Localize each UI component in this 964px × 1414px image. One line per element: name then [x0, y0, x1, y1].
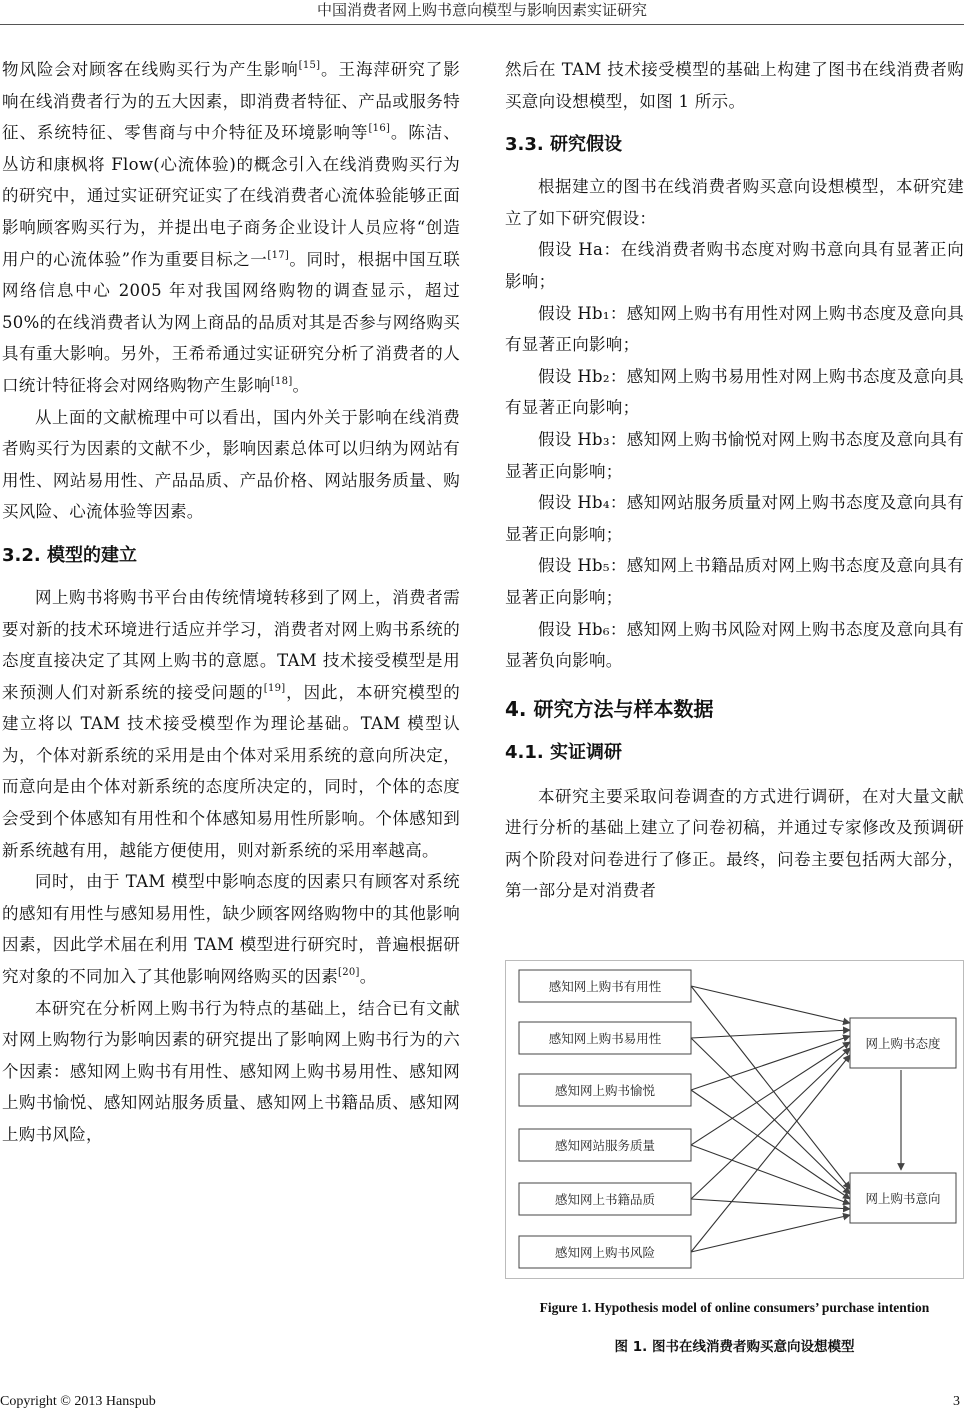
citation: [20]: [338, 967, 360, 979]
factor-label: 感知网上购书易用性: [548, 1031, 662, 1046]
paragraph-model-2: 同时，由于 TAM 模型中影响态度的因素只有顾客对系统的感知有用性与感知易用性，缺少顾客网络购物中的其他影响因素，因此学术届在利用 TAM 模型进行研究时，普遍根据研究对象的不同加入了其他影响网络购买的因素[20]。: [2, 872, 460, 987]
figure-hypothesis-model: [505, 960, 964, 1290]
factor-service-quality: [519, 1129, 691, 1161]
hypothesis-ha: 假设 Ha：在线消费者购书态度对购书意向具有显著正向影响；: [505, 240, 964, 291]
factor-enjoyment: [519, 1074, 691, 1106]
hypothesis-hb4: 假设 Hb₄：感知网站服务质量对网上购书态度及意向具有显著正向影响；: [505, 493, 964, 544]
footer-page-number: 3: [953, 1394, 960, 1409]
section-heading-4-1: 4.1. 实证调研: [505, 741, 622, 763]
arrow-ease-attitude: [691, 1030, 850, 1038]
right-column: [505, 54, 964, 907]
figure-caption-chinese: 图 1. 图书在线消费者购买意向设想模型: [614, 1339, 855, 1355]
running-head: 中国消费者网上购书意向模型与影响因素实证研究: [316, 1, 647, 19]
arrow-quality-attitude: [691, 1048, 850, 1199]
paragraph-model-continued: 然后在 TAM 技术接受模型的基础上构建了图书在线消费者购买意向设想模型，如图 1 所示。: [505, 60, 964, 111]
hypothesis-hb6: 假设 Hb₆：感知网上购书风险对网上购书态度及意向具有显著负向影响。: [505, 619, 964, 671]
figure-caption-english: Figure 1. Hypothesis model of online consumers’ purchase intention: [539, 1300, 930, 1315]
factor-book-quality: [519, 1183, 691, 1215]
intention-label: 网上购书意向: [865, 1191, 941, 1206]
section-heading-3-2: 3.2. 模型的建立: [2, 544, 137, 566]
model-diagram: [505, 960, 964, 1290]
citation: [17]: [267, 249, 290, 261]
paragraph-model-1: 网上购书将购书平台由传统情境转移到了网上，消费者需要对新的技术环境进行适应并学习，消费者对网上购书系统的态度直接决定了其网上购书的意愿。TAM 技术接受模型是用来预测人们对新系统的接受问题的[19]，因此，本研究模型的建立将以 TAM 技术接受模型作为理论基础。TAM 模型认为，个体对新系统的采用是由个体对采用系统的意向所决定，而意向是由个体对新系统的态度所决定的，同时，个体的态度会受到个体感知有用性和个体感知易用性所影响。个体感知到新系统越有用，越能方便使用，则对新系统的采用率越高。: [2, 587, 461, 860]
factor-risk: [519, 1236, 691, 1268]
factor-label: 感知网上书籍品质: [554, 1192, 656, 1207]
arrow-risk-intention: [691, 1215, 850, 1252]
arrow-quality-intention: [691, 1199, 850, 1209]
factor-label: 感知网上购书有用性: [548, 979, 662, 994]
factor-label: 感知网上购书愉悦: [554, 1083, 656, 1098]
factor-label: 感知网站服务质量: [554, 1138, 656, 1153]
factor-usefulness: [519, 970, 691, 1002]
left-column: [2, 54, 460, 1151]
section-heading-3-3: 3.3. 研究假设: [505, 134, 622, 156]
citation: [16]: [368, 123, 391, 135]
paragraph-literature-1: 物风险会对顾客在线购买行为产生影响[15]。王海萍研究了影响在线消费者行为的五大因素，即消费者特征、产品或服务特征、系统特征、零售商与中介特征及环境影响等[16]。陈洁、丛访和康枫将 Flow(心流体验)的概念引入在线消费购买行为的研究中，通过实证研究证实了在线消费者心流体验能够正面影响顾客购买行为，并提出电子商务企业设计人员应将“创造用户的心流体验”作为重要目标之一[17]。同时，根据中国互联网络信息中心 2005 年对我国网络购物的调查显示，超过 50%的在线消费者认为网上商品的品质对其是否参与网络购买具有重大影响。另外，王希希通过实证研究分析了消费者的人口统计特征将会对网络购物产生影响[18]。: [2, 60, 460, 395]
factor-ease-of-use: [519, 1022, 691, 1054]
arrow-enjoyment-attitude: [691, 1036, 850, 1090]
hypothesis-hb5: 假设 Hb₅：感知网上书籍品质对网上购书态度及意向具有显著正向影响；: [505, 556, 964, 607]
citation: [18]: [270, 375, 293, 387]
arrow-enjoyment-intention: [691, 1090, 850, 1199]
factor-boxes: [519, 970, 691, 1268]
footer-copyright: Copyright © 2013 Hanspub: [0, 1394, 156, 1409]
paragraph-model-3: 本研究在分析网上购书行为特点的基础上，结合已有文献对网上购物行为影响因素的研究提出了影响网上购书行为的六个因素：感知网上购书有用性、感知网上购书易用性、感知网上购书愉悦、感知网站服务质量、感知网上书籍品质、感知网上购书风险，: [2, 998, 460, 1144]
arrow-service-attitude: [691, 1042, 850, 1145]
factor-label: 感知网上购书风险: [554, 1245, 656, 1260]
hypothesis-hb2: 假设 Hb₂：感知网上购书易用性对网上购书态度及意向具有显著正向影响；: [505, 366, 964, 418]
hypothesis-hb3: 假设 Hb₃：感知网上购书愉悦对网上购书态度及意向具有显著正向影响；: [505, 429, 964, 481]
attitude-box: [850, 1018, 956, 1068]
citation: [15]: [298, 60, 321, 71]
intention-box: [850, 1173, 956, 1223]
section-heading-4: 4. 研究方法与样本数据: [505, 696, 714, 721]
paragraph-survey: 本研究主要采取问卷调查的方式进行调研，在对大量文献进行分析的基础上建立了问卷初稿，并通过专家修改及预调研两个阶段对问卷进行了修正。最终，问卷主要包括两大部分，第一部分是对消费者: [505, 786, 964, 901]
arrow-usefulness-intention: [691, 986, 850, 1189]
arrow-usefulness-attitude: [691, 986, 850, 1023]
attitude-label: 网上购书态度: [865, 1036, 941, 1051]
header-rule: [0, 24, 964, 25]
paragraph-hypotheses-intro: 根据建立的图书在线消费者购买意向设想模型，本研究建立了如下研究假设：: [505, 177, 964, 228]
hypothesis-hb1: 假设 Hb₁：感知网上购书有用性对网上购书态度及意向具有显著正向影响；: [505, 303, 964, 355]
citation: [19]: [263, 682, 286, 694]
arrow-ease-intention: [691, 1038, 850, 1194]
paragraph-literature-summary: 从上面的文献梳理中可以看出，国内外关于影响在线消费者购买行为因素的文献不少，影响因素总体可以归纳为网站有用性、网站易用性、产品品质、产品价格、网站服务质量、购买风险、心流体验等因素。: [2, 407, 460, 522]
